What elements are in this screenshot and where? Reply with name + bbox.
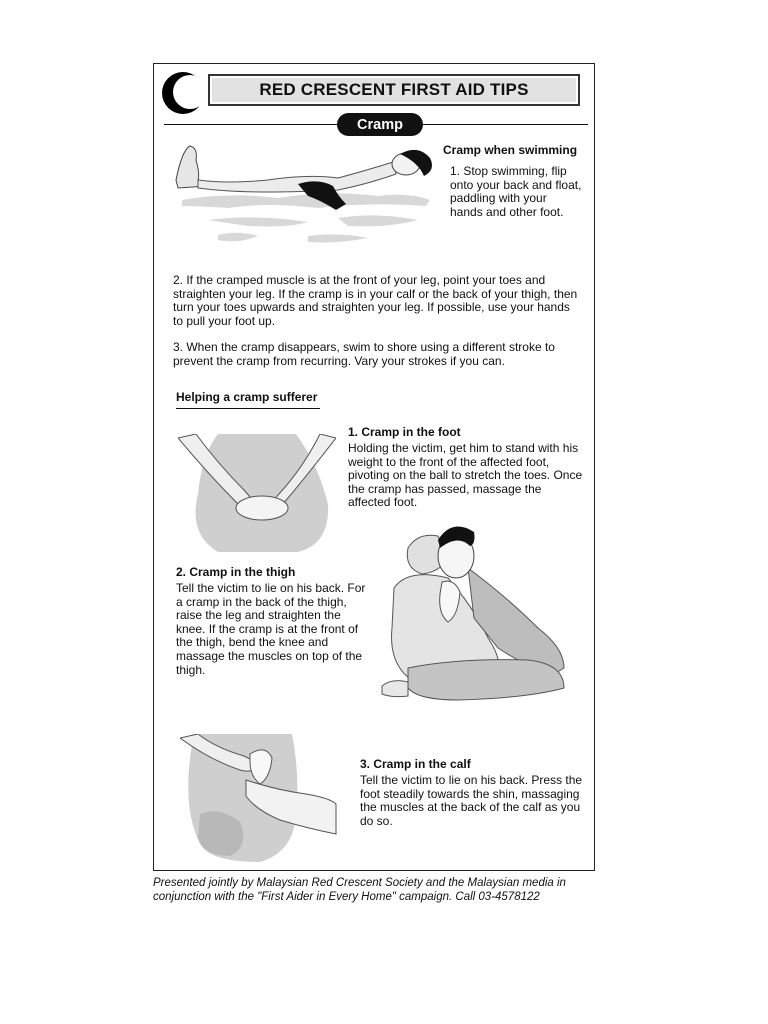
page-title: RED CRESCENT FIRST AID TIPS — [259, 80, 529, 99]
swimming-step-3: 3. When the cramp disappears, swim to shore using a different stroke to prevent the cramp from recurring. Vary your strokes if you can. — [173, 340, 555, 368]
footer-credit: Presented jointly by Malaysian Red Crescent Society and the Malaysian media in conjunction with the "First Aider in Every Home" campaign. Call 03-4578122 — [153, 877, 566, 903]
foot-cramp-illustration — [178, 434, 336, 554]
calf-cramp-text: Tell the victim to lie on his back. Press the foot steadily towards the shin, massaging the muscles at the back of the calf as you do so. — [360, 773, 583, 828]
thigh-cramp-illustration — [378, 518, 568, 708]
helping-heading: Helping a cramp sufferer — [176, 390, 320, 409]
section-pill-cramp: Cramp — [337, 113, 423, 136]
thigh-cramp-text: Tell the victim to lie on his back. For a cramp in the back of the thigh, raise the leg and straighten the knee. If the cramp is at the front of the thigh, bend the knee and massage the muscles on top of the thigh. — [176, 581, 366, 677]
foot-cramp-title: 1. Cramp in the foot — [348, 425, 461, 439]
thigh-cramp-title: 2. Cramp in the thigh — [176, 565, 296, 579]
swimming-step-2: 2. If the cramped muscle is at the front of your leg, point your toes and straighten your leg. If the cramp is in your calf or the back of your thigh, then turn your toes upwards and straighten your leg. If possible, use your hands to pull your foot up. — [173, 273, 578, 328]
calf-cramp-illustration — [180, 734, 338, 864]
swimming-heading: Cramp when swimming — [443, 143, 578, 157]
title-banner — [208, 74, 580, 106]
calf-cramp-title: 3. Cramp in the calf — [360, 757, 471, 771]
swimmer-floating-illustration — [168, 140, 438, 260]
crescent-logo — [160, 70, 206, 116]
swimming-step-1: 1. Stop swimming, flip onto your back and float, paddling with your hands and other foot. — [450, 164, 582, 219]
foot-cramp-text: Holding the victim, get him to stand with his weight to the front of the affected foot, pivoting on the ball to stretch the toes. Once the cramp has passed, massage the affected foot. — [348, 441, 583, 510]
